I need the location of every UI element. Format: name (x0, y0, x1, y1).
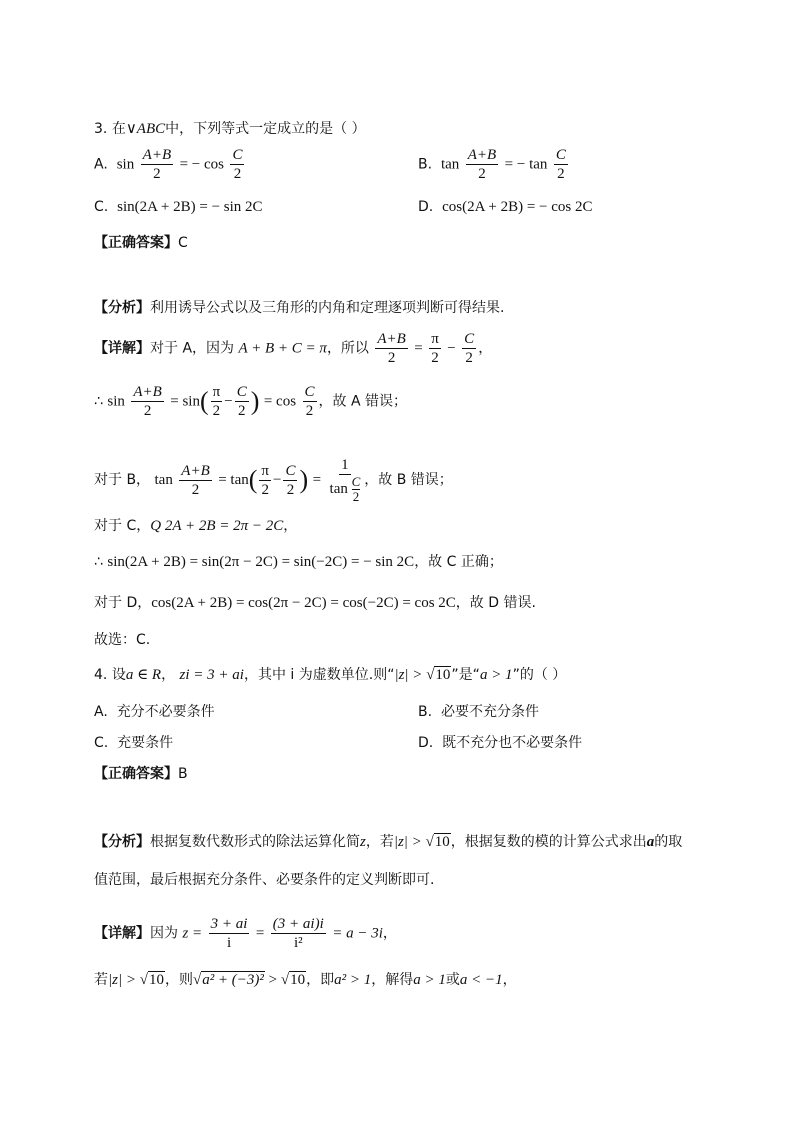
fraction: $\frac{A+B}{2}$ (377, 331, 406, 366)
fraction: $\frac{C}{2}$ (555, 147, 566, 182)
q3-answer: 【正确答案】C (94, 235, 188, 251)
q3-option-c: C. sin(2A + 2B) = − sin 2C (94, 199, 263, 215)
fraction: $\frac{\pi}{2}$ (261, 462, 269, 498)
q3-stem: 3. 在∨ABC中，下列等式一定成立的是（ ） (94, 121, 366, 137)
q3-detail-line-3: 对于 B， tan $\frac{A+B}{2}$ = tan( $\frac{\pi}{2}$ − $\frac{C}{2}$ ) = 1 tan $\frac{C}{2}$ ，故 B 错误； (94, 457, 453, 504)
fraction: $\frac{C}{2}$ (285, 462, 296, 498)
q3-detail-line-5: ∴ sin(2A + 2B) = sin(2π − 2C) = sin(−2C) = − sin 2C，故 C 正确； (94, 554, 503, 570)
answer-label: 【正确答案】 (94, 766, 178, 782)
fraction: $\frac{A+B}{2}$ (142, 147, 172, 182)
fraction: $\frac{\pi}{2}$ (212, 384, 221, 419)
analysis-label: 【分析】 (94, 834, 150, 850)
sqrt: √a² + (−3)² (192, 972, 264, 988)
fraction: $\frac{A+B}{2}$ (467, 147, 497, 182)
q4-answer: 【正确答案】B (94, 766, 188, 782)
sqrt: √10 (425, 834, 450, 850)
fraction: $\frac{A+B}{2}$ (133, 384, 162, 419)
q3-option-b: B. tan $\frac{A+B}{2}$ = − tan $\frac{C}{2}$ (418, 147, 566, 182)
fraction: 1 tan $\frac{C}{2}$ (329, 457, 361, 504)
fraction: $\frac{A+B}{2}$ (181, 462, 210, 498)
analysis-label: 【分析】 (94, 300, 150, 316)
q3-detail-line-4: 对于 C，Q 2A + 2B = 2π − 2C， (94, 518, 298, 534)
fraction: $\frac{(3 + ai)i}{\text{i²}}$ (272, 916, 324, 951)
fraction: $\frac{C}{2}$ (236, 384, 247, 419)
fraction: $\frac{3 + ai}{i}$ (210, 916, 248, 951)
detail-label: 【详解】 (94, 340, 150, 357)
q3-detail-line-2: ∴ sin $\frac{A+B}{2}$ = sin( $\frac{\pi}{2}$ − $\frac{C}{2}$ ) = cos $\frac{C}{2}$ ，故 A 错误； (94, 384, 407, 419)
q4-number: 4. (94, 667, 108, 683)
q4-stem: 4. 设a ∈ R， zi = 3 + ai，其中 i 为虚数单位.则“|z| > √10”是“a > 1”的（ ） (94, 667, 567, 683)
detail-label: 【详解】 (94, 925, 150, 942)
q3-detail-line-6: 对于 D，cos(2A + 2B) = cos(2π − 2C) = cos(−2C) = cos 2C，故 D 错误. (94, 595, 536, 611)
q3-detail-line-1: 【详解】对于 A，因为 A + B + C = π，所以 $\frac{A+B}{2}$ = $\frac{\pi}{2}$ − $\frac{C}{2}$ ， (94, 331, 493, 366)
q4-option-d: D. 既不充分也不必要条件 (418, 735, 583, 751)
q4-option-b: B. 必要不充分条件 (418, 704, 539, 720)
q4-analysis-line-2: 值范围，最后根据充分条件、必要条件的定义判断即可. (94, 872, 435, 888)
sqrt: √10 (139, 972, 164, 988)
q3-choose: 故选：C. (94, 632, 151, 648)
sqrt: √10 (426, 667, 451, 683)
sqrt: √10 (280, 972, 306, 988)
q4-detail-line-2: 若|z| > √10，则√a² + (−3)² > √10，即a² > 1，解得a > 1或a < −1， (94, 972, 517, 988)
q4-detail-line-1: 【详解】因为 z = $\frac{3 + ai}{i}$ = $\frac{(3 + ai)i}{\text{i²}}$ = a − 3i， (94, 916, 397, 951)
q3-option-d: D. cos(2A + 2B) = − cos 2C (418, 199, 593, 215)
fraction: $\frac{C}{2}$ (464, 331, 475, 366)
answer-label: 【正确答案】 (94, 235, 178, 251)
fraction: $\frac{C}{2}$ (232, 147, 243, 182)
q3-number: 3. (94, 121, 108, 137)
q4-option-a: A. 充分不必要条件 (94, 704, 215, 720)
q4-analysis-line-1: 【分析】根据复数代数形式的除法运算化简z，若|z| > √10，根据复数的模的计算公式求出a的取 (94, 834, 683, 850)
q4-option-c: C. 充要条件 (94, 735, 174, 751)
q3-analysis: 【分析】利用诱导公式以及三角形的内角和定理逐项判断可得结果. (94, 300, 505, 316)
q3-option-a: A. sin $\frac{A+B}{2}$ = − cos $\frac{C}{2}$ (94, 147, 243, 182)
fraction: $\frac{C}{2}$ (304, 384, 315, 419)
fraction: $\frac{\pi}{2}$ (431, 331, 439, 366)
